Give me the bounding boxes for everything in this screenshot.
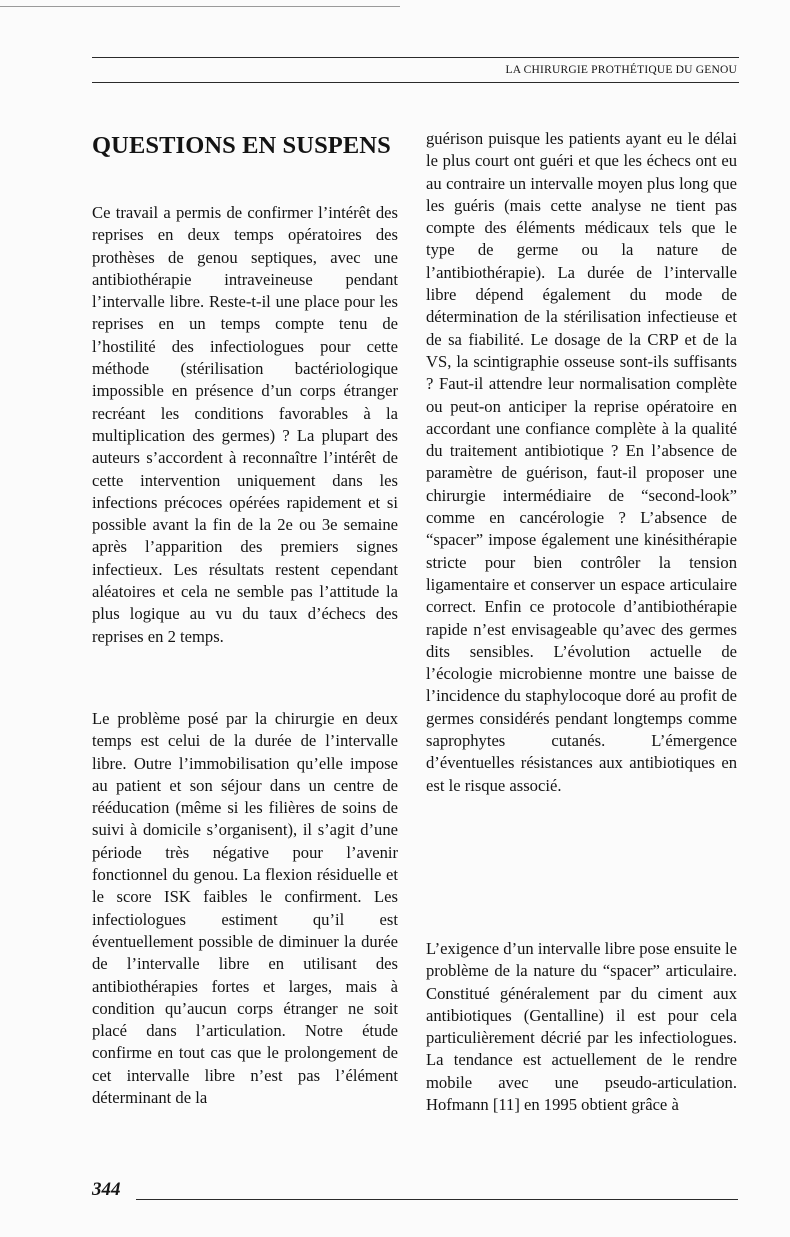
running-header: LA CHIRURGIE PROTHÉTIQUE DU GENOU	[505, 64, 737, 76]
right-paragraph-1: guérison puisque les patients ayant eu le délai le plus court ont guéri et que les échecs ont eu au contraire un intervalle moyen plus long que les guéris (mais cette analyse ne tient pas compte des éléments médicaux tels que le type de germe ou la nature de l’antibiothérapie). La durée de l’intervalle libre dépend également du mode de détermination de la stérilisation infectieuse et de sa fiabilité. Le dosage de la CRP et de la VS, la scintigraphie osseuse sont-ils suffisants ? Faut-il attendre leur normalisation complète ou peut-on anticiper la reprise opératoire en accordant une confiance complète à la qualité du traitement antibiotique ? En l’absence de paramètre de guérison, faut-il proposer une chirurgie intermédiaire de “second-look” comme en cancérologie ? L’absence de “spacer” impose également une kinésithérapie stricte pour bien contrôler la tension ligamentaire et conserver un espace articulaire correct. Enfin ce protocole d’antibiothérapie rapide n’est envisageable qu’avec des germes dits sensibles. L’évolution actuelle de l’écologie microbienne montre une baisse de l’incidence du staphylocoque doré au profit de germes considérés pendant longtemps comme saprophytes cutanés. L’émergence d’éventuelles résistances aux antibiotiques en est le risque associé.	[426, 129, 737, 795]
left-paragraph-2: Le problème posé par la chirurgie en deux temps est celui de la durée de l’intervalle libre. Outre l’immobilisation qu’elle impose au patient et son séjour dans un centre de rééducation (même si les filières de soins de suivi à domicile s’organisent), il s’agit d’une période très négative pour l’avenir fonctionnel du genou. La flexion résiduelle et le score ISK faibles le confirment. Les infectiologues estiment qu’il est éventuellement possible de diminuer la durée de l’intervalle libre en utilisant des antibiothérapies fortes et larges, mais à condition qu’aucun corps étranger ne soit placé dans l’articulation. Notre étude confirme en tout cas que le prolongement de cet intervalle libre n’est pas l’élément déterminant de la	[92, 709, 398, 1108]
page-number: 344	[92, 1179, 121, 1200]
scan-top-rule	[0, 6, 400, 7]
header-rule-bottom	[92, 82, 739, 83]
section-title: QUESTIONS EN SUSPENS	[92, 132, 391, 159]
header-rule-top	[92, 57, 739, 58]
right-paragraph-2: L’exigence d’un intervalle libre pose ensuite le problème de la nature du “spacer” articulaire. Constitué généralement par du ciment aux antibiotiques (Gentalline) il est pour cela particulièrement décrié par les infectiologues. La tendance est actuellement de le rendre mobile avec une pseudo-articulation. Hofmann [11] en 1995 obtient grâce à	[426, 939, 737, 1115]
left-paragraph-1: Ce travail a permis de confirmer l’intérêt des reprises en deux temps opératoires des prothèses de genou septiques, avec une antibiothérapie intraveineuse pendant l’intervalle libre. Reste-t-il une place pour les reprises en un temps compte tenu de l’hostilité des infectiologues pour cette méthode (stérilisation bactériologique impossible en présence d’un corps étranger recréant les conditions favorables à la multiplication des germes) ? La plupart des auteurs s’accordent à reconnaître l’intérêt de cette intervention uniquement dans les infections précoces opérées rapidement et si possible avant la fin de la 2e ou 3e semaine après l’apparition des premiers signes infectieux. Les résultats restent cependant aléatoires et cela ne semble pas l’attitude la plus logique au vu du taux d’échecs des reprises en 2 temps.	[92, 203, 398, 646]
footer-rule	[136, 1199, 738, 1200]
